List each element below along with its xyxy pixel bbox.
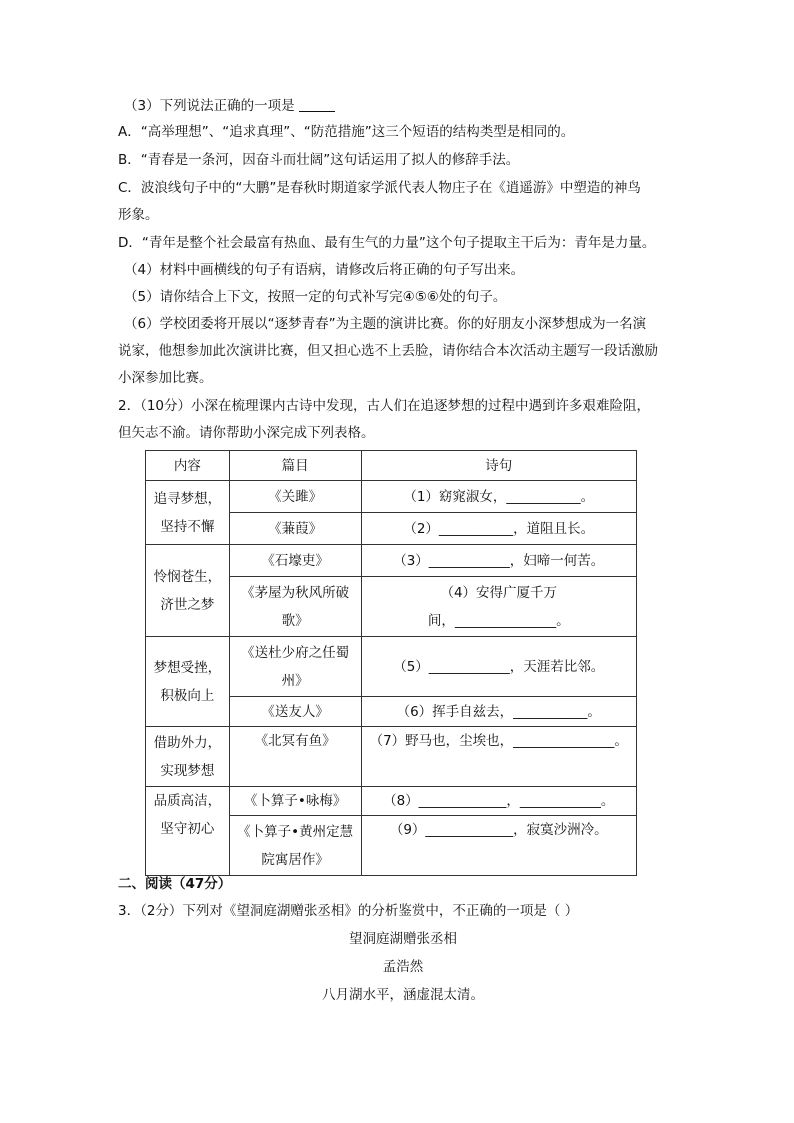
verse-cell: （6）挥手自兹去，___________。 — [361, 697, 637, 727]
title-cell: 《关雎》 — [229, 481, 361, 513]
question-4: （4）材料中画横线的句子有语病，请修改后将正确的句子写出来。 — [124, 262, 525, 278]
poem-line: 八月湖水平，涵虚混太清。 — [322, 987, 484, 1003]
option-c-line1: C．波浪线句子中的“大鹏”是春秋时期道家学派代表人物庄子在《逍遥游》中塑造的神鸟 — [118, 180, 641, 196]
answer-blank — [299, 97, 335, 112]
table-row — [146, 545, 637, 577]
verse-cell: （2）___________，道阻且长。 — [361, 513, 637, 545]
header-title: 篇目 — [229, 451, 361, 481]
verse-cell: （8）_____________，____________。 — [361, 787, 637, 816]
question-3-prompt: （3）下列说法正确的一项是 — [124, 92, 694, 120]
question-6-line2: 说家，他想参加此次演讲比赛，但又担心选不上丢脸，请你结合本次活动主题写一段话激励 — [118, 343, 658, 359]
poem-author: 孟浩然 — [382, 959, 424, 975]
title-cell: 《卜算子•黄州定慧 院寓居作》 — [229, 816, 361, 876]
table-row — [146, 481, 637, 513]
verse-cell: （9）_____________，寂寞沙洲冷。 — [361, 816, 637, 876]
table-header-row — [146, 451, 637, 481]
title-cell: 《送友人》 — [229, 697, 361, 727]
title-cell: 《蒹葭》 — [229, 513, 361, 545]
category-cell: 借助外力， 实现梦想 — [146, 727, 230, 787]
table-row — [146, 637, 637, 697]
poem-title: 望洞庭湖赠张丞相 — [349, 931, 457, 947]
table-row — [146, 727, 637, 787]
question-6-line3: 小深参加比赛。 — [118, 370, 213, 386]
section-reading-heading: 二、阅读（47分） — [118, 876, 232, 892]
table-row — [146, 787, 637, 816]
verse-cell: （1）窈窕淑女，___________。 — [361, 481, 637, 513]
verse-cell: （4）安得广厦千万 间，_______________。 — [361, 577, 637, 637]
category-cell: 梦想受挫， 积极向上 — [146, 637, 230, 727]
option-b: B．“青春是一条河，因奋斗而壮阔”这句话运用了拟人的修辞手法。 — [118, 152, 520, 168]
header-verse: 诗句 — [361, 451, 637, 481]
question-2-line1: 2．（10分）小深在梳理课内古诗中发现，古人们在追逐梦想的过程中遇到许多艰难险阻， — [118, 398, 651, 414]
question-5: （5）请你结合上下文，按照一定的句式补写完④⑤⑥处的句子。 — [124, 289, 507, 305]
title-cell: 《送杜少府之任蜀 州》 — [229, 637, 361, 697]
verse-cell: （5）____________，天涯若比邻。 — [361, 637, 637, 697]
header-content: 内容 — [146, 451, 230, 481]
category-cell: 品质高洁， 坚守初心 — [146, 787, 230, 876]
question-6-line1: （6）学校团委将开展以“逐梦青春”为主题的演讲比赛。你的好朋友小深梦想成为一名演 — [124, 316, 647, 332]
title-cell: 《卜算子•咏梅》 — [229, 787, 361, 816]
title-cell: 《石壕吏》 — [229, 545, 361, 577]
option-a: A．“高举理想”、“追求真理”、“防范措施”这三个短语的结构类型是相同的。 — [118, 124, 575, 140]
verse-cell: （3）____________，妇啼一何苦。 — [361, 545, 637, 577]
poem-table — [145, 450, 637, 876]
option-c-line2: 形象。 — [118, 207, 159, 223]
verse-cell: （7）野马也，尘埃也，_______________。 — [361, 727, 637, 787]
option-d: D．“青年是整个社会最富有热血、最有生气的力量”这个句子提取主干后为：青年是力量。 — [118, 235, 656, 251]
question-3-reading: 3．（2分）下列对《望洞庭湖赠张丞相》的分析鉴赏中，不正确的一项是（ ） — [118, 903, 579, 919]
title-cell: 《北冥有鱼》 — [229, 727, 361, 787]
question-2-line2: 但矢志不渝。请你帮助小深完成下列表格。 — [118, 425, 375, 441]
category-cell: 怜悯苍生， 济世之梦 — [146, 545, 230, 637]
title-cell: 《茅屋为秋风所破 歌》 — [229, 577, 361, 637]
category-cell: 追寻梦想， 坚持不懈 — [146, 481, 230, 545]
